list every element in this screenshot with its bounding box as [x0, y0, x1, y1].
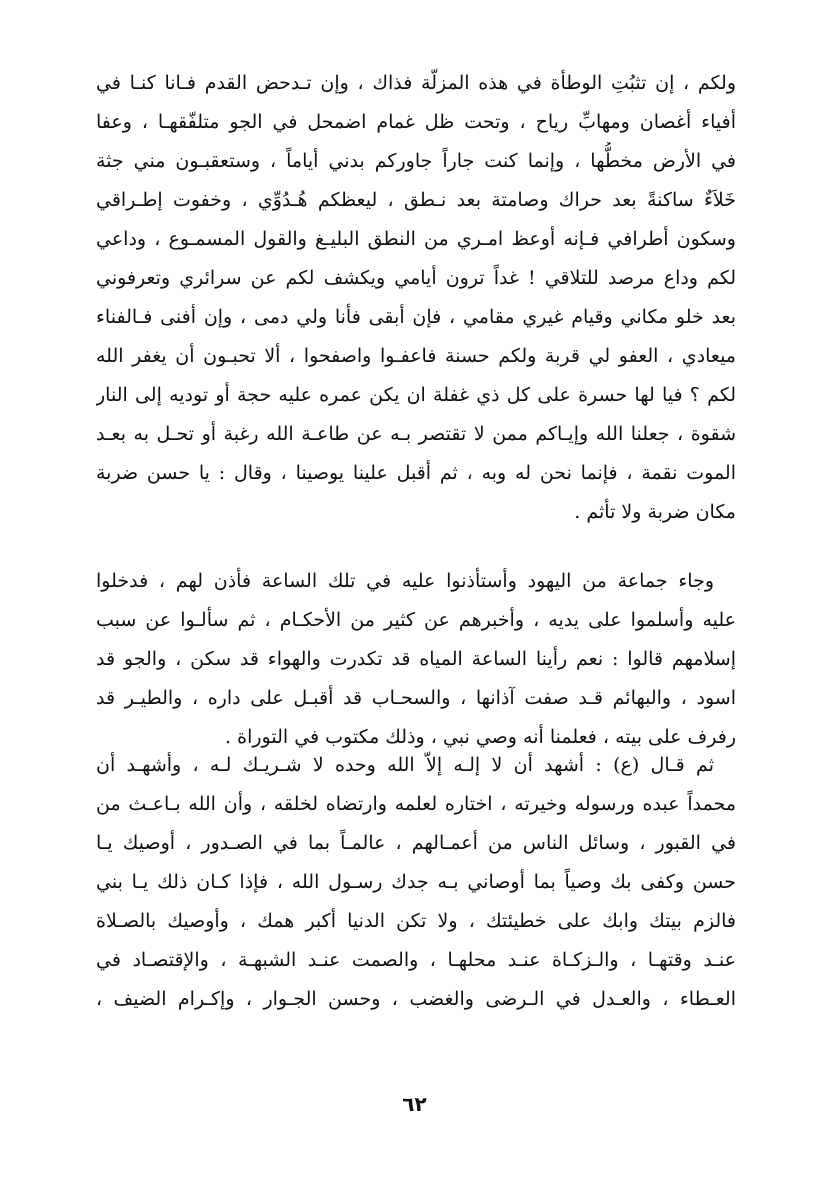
text-line: رفرف على بيته ، فعلمنا أنه وصي نبي ، وذلك مكتوب في التوراة .	[225, 726, 736, 748]
text-line: العـطاء ، والعـدل في الـرضى والغضب ، وحسن الجـوار ، وإكـرام الضيف ،	[96, 988, 736, 1010]
text-line: في الأرض مخطُّها ، وإنما كنت جاراً جاوركم بدني أياماً ، وستعقبـون مني جثة	[96, 150, 736, 172]
text-line: ميعادي ، العفو لي قربة ولكم حسنة فاعفـوا واصفحوا ، ألا تحبـون أن يغفر الله	[96, 345, 736, 367]
text-line: الموت نقمة ، فإنما نحن له وبه ، ثم أقبل علينا يوصينا ، وقال : يا حسن ضربة	[96, 462, 736, 484]
text-line: لكم وداع مرصد للتلاقي ! غداً ترون أيامي ويكشف لكم عن سرائري وتعرفوني	[96, 267, 736, 289]
text-line: فالزم بيتك وابك على خطيئتك ، ولا تكن الدنيا أكبر همك ، وأوصيك بالصـلاة	[96, 910, 736, 932]
text-line: في القبور ، وسائل الناس من أعمـالهم ، عالمـاً بما في الصـدور ، أوصيك يـا	[96, 832, 736, 854]
text-line: خَلاَءٌ ساكنةً بعد حراك وصامتة بعد نـطق ، ليعظكم هُـدُوِّي ، وخفوت إطـراقي	[96, 189, 736, 211]
text-line: إسلامهم قالوا : نعم رأينا الساعة المياه قد تكدرت والهواء قد سكن ، والجو قد	[96, 648, 736, 670]
text-line: وسكون أطرافي فـإنه أوعظ امـري من النطق البليـغ والقول المسمـوع ، وداعي	[96, 228, 736, 250]
paragraph-2	[96, 562, 736, 757]
text-line: محمداً عبده ورسوله وخيرته ، اختاره لعلمه وارتضاه لخلقه ، وأن الله بـاعـث من	[96, 793, 736, 815]
text-line: أفياء أغصان ومهابِّ رياح ، وتحت ظل غمام اضمحل في الجو متلفّقهـا ، وعفا	[96, 111, 736, 133]
page-number: ٦٢	[402, 1092, 427, 1116]
text-line: اسود ، والبهائم قـد صفت آذانها ، والسحـاب قد أقبـل على داره ، والطيـر قد	[96, 687, 736, 709]
text-line: ولكم ، إن تثبُتِ الوطأة في هذه المزلّة فذاك ، وإن تـدحض القدم فـانا كنـا في	[96, 72, 736, 94]
text-line: ثم قـال (ع) : أشهد أن لا إلـه إلاّ الله وحده لا شـريـك لـه ، وأشهـد أن	[96, 754, 714, 776]
text-line: حسن وكفى بك وصياً بما أوصاني بـه جدك رسـول الله ، فإذا كـان ذلك يـا بني	[96, 871, 736, 893]
text-line: شقوة ، جعلنا الله وإيـاكم ممن لا تقتصر بـه عن طاعـة الله رغبة أو تحـل به بعـد	[96, 423, 736, 445]
paragraph-3	[96, 746, 736, 1019]
text-line: بعد خلو مكاني وقيام غيري مقامي ، فإن أبقى فأنا ولي دمى ، وإن أفنى فـالفناء	[96, 306, 736, 328]
text-line: وجاء جماعة من اليهود وأستأذنوا عليه في تلك الساعة فأذن لهم ، فدخلوا	[96, 570, 714, 592]
text-line: مكان ضربة ولا تأثم .	[574, 501, 736, 523]
text-line: عنـد وقتهـا ، والـزكـاة عنـد محلهـا ، والصمت عنـد الشبهـة ، والإقتصـاد في	[96, 949, 736, 971]
text-line: لكم ؟ فيا لها حسرة على كل ذي غفلة ان يكن عمره عليه حجة أو توديه إلى النار	[96, 384, 736, 406]
paragraph-1	[96, 64, 736, 532]
text-line: عليه وأسلموا على يديه ، وأخبرهم عن كثير من الأحكـام ، ثم سألـوا عن سبب	[96, 609, 736, 631]
